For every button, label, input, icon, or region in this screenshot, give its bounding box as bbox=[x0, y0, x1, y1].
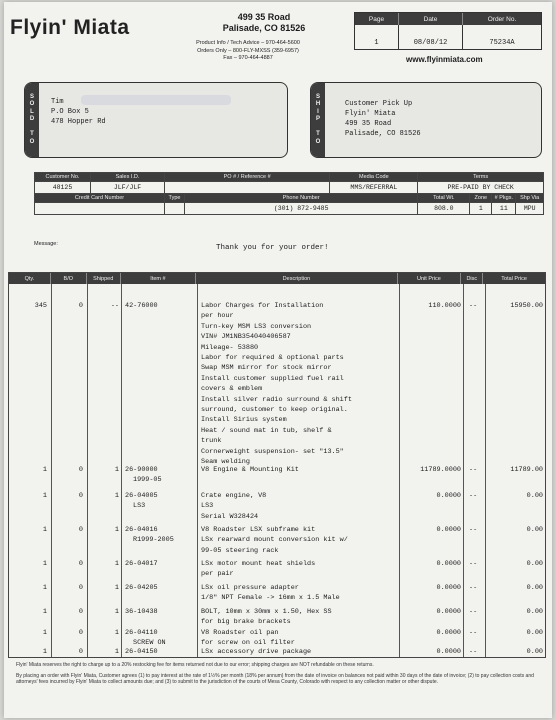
item-description: V8 Engine & Mounting Kit bbox=[201, 466, 299, 474]
item-number: 26-90000 bbox=[125, 466, 158, 474]
company-website: www.flyinmiata.com bbox=[406, 55, 483, 64]
media-code-header: Media Code bbox=[330, 173, 418, 182]
company-logo: Flyin' Miata bbox=[10, 16, 130, 39]
item-description: LSx oil pressure adapter 1/8" NPT Female -> 16mm x 1.5 Male bbox=[201, 584, 340, 603]
order-message: Thank you for your order! bbox=[216, 244, 329, 252]
company-contact: Product Info / Tech Advice – 970-464-5600 Orders Only – 800-FLY-MXSS (359-6957) Fax – 970-464-4887 bbox=[196, 40, 300, 61]
item-discount: -- bbox=[469, 302, 478, 310]
item-discount: -- bbox=[469, 492, 478, 500]
item-unit-price: 0.0000 bbox=[436, 648, 461, 656]
ship-to-label: S H I P T O bbox=[311, 83, 325, 157]
item-discount: -- bbox=[469, 584, 478, 592]
sold-to-address: Tim P.O Box 5 478 Hopper Rd bbox=[51, 98, 106, 126]
ship-via: MPU bbox=[516, 203, 544, 215]
column-divider bbox=[51, 284, 52, 657]
phone-number: (301) 872-9485 bbox=[185, 203, 418, 215]
line-items-header bbox=[9, 273, 545, 284]
item-header: Item # bbox=[121, 273, 197, 284]
packages: 11 bbox=[492, 203, 516, 215]
shipped-header: Shipped bbox=[87, 273, 121, 284]
order-number: 75234A bbox=[489, 39, 515, 47]
item-qty: 1 bbox=[42, 608, 47, 616]
terms-header: Terms bbox=[418, 173, 544, 182]
terms: PRE-PAID BY CHECK bbox=[418, 182, 544, 194]
item-number: 42-76000 bbox=[125, 302, 158, 310]
item-unit-price: 110.0000 bbox=[428, 302, 461, 310]
page-number: 1 bbox=[355, 25, 399, 49]
item-shipped: 1 bbox=[114, 608, 119, 616]
item-shipped: 1 bbox=[114, 584, 119, 592]
item-unit-price: 0.0000 bbox=[436, 629, 461, 637]
message-label: Message: bbox=[34, 241, 58, 247]
item-description: LSx accessory drive package bbox=[201, 648, 312, 656]
total-weight-header: Total Wt. bbox=[418, 194, 470, 203]
item-description: Labor Charges for Installation per hour Turn-key MSM LS3 conversion VIN# JM1NB354040406587 Mileage- 53880 Labor for required & optional parts Swap MSM mirror for stock mirror Install customer supplied fuel rail covers & emblem Install silver radio surround & shift surround, customer to keep original. Install Sirius system Heat / sound mat in tub, shelf & trunk Cornerweight suspension- set "13.5" Seam welding bbox=[201, 302, 352, 467]
item-number: 26-04205 bbox=[125, 584, 158, 592]
customer-no: 48125 bbox=[35, 182, 91, 194]
item-total-price: 15950.00 bbox=[510, 302, 543, 310]
item-option: SCREW ON bbox=[133, 639, 166, 648]
item-backorder: 0 bbox=[78, 302, 83, 310]
item-shipped: 1 bbox=[114, 648, 119, 656]
item-total-price: 0.00 bbox=[526, 629, 543, 637]
ship-to-address: Customer Pick Up Flyin' Miata 499 35 Road Palisade, CO 81526 bbox=[345, 100, 421, 138]
media-code: MMS/REFERRAL bbox=[330, 182, 418, 194]
item-shipped: 1 bbox=[114, 466, 119, 474]
item-shipped: 1 bbox=[114, 629, 119, 637]
bo-header: B/O bbox=[51, 273, 87, 284]
item-unit-price: 0.0000 bbox=[436, 526, 461, 534]
ship-to-box bbox=[310, 82, 542, 158]
item-number: 26-04150 bbox=[125, 648, 158, 656]
item-number: 26-04110 bbox=[125, 629, 158, 637]
item-discount: -- bbox=[469, 648, 478, 656]
item-backorder: 0 bbox=[78, 584, 83, 592]
item-description: V8 Roadster oil pan for screw on oil filter bbox=[201, 629, 295, 648]
date-label: Date bbox=[399, 13, 463, 25]
invoice-header-table bbox=[354, 12, 542, 50]
item-number: 36-10438 bbox=[125, 608, 158, 616]
item-total-price: 0.00 bbox=[526, 492, 543, 500]
item-unit-price: 11789.0000 bbox=[420, 466, 461, 474]
disc-header: Disc bbox=[461, 273, 483, 284]
item-number: 26-04005 bbox=[125, 492, 158, 500]
column-divider bbox=[121, 284, 122, 657]
item-total-price: 11789.00 bbox=[510, 466, 543, 474]
item-unit-price: 0.0000 bbox=[436, 608, 461, 616]
item-discount: -- bbox=[469, 466, 478, 474]
item-qty: 1 bbox=[42, 526, 47, 534]
column-divider bbox=[197, 284, 198, 657]
item-number: 26-04016 bbox=[125, 526, 158, 534]
sales-id-header: Sales I.D. bbox=[91, 173, 165, 182]
card-type bbox=[165, 203, 185, 215]
column-divider bbox=[485, 284, 486, 657]
item-backorder: 0 bbox=[78, 629, 83, 637]
item-shipped: 1 bbox=[114, 526, 119, 534]
item-unit-price: 0.0000 bbox=[436, 492, 461, 500]
item-shipped: -- bbox=[110, 302, 119, 310]
invoice-date: 08/08/12 bbox=[399, 25, 463, 49]
page-label: Page bbox=[355, 13, 399, 25]
item-option: 1999-05 bbox=[133, 476, 162, 485]
column-divider bbox=[87, 284, 88, 657]
redaction-mark bbox=[81, 95, 231, 105]
item-description: LSx motor mount heat shields per pair bbox=[201, 560, 316, 579]
type-header: Type bbox=[165, 194, 185, 203]
invoice-page bbox=[4, 2, 552, 718]
item-number: 26-04017 bbox=[125, 560, 158, 568]
item-total-price: 0.00 bbox=[526, 608, 543, 616]
zone-header: Zone bbox=[470, 194, 492, 203]
item-shipped: 1 bbox=[114, 492, 119, 500]
item-backorder: 0 bbox=[78, 560, 83, 568]
item-description: Crate engine, V8 LS3 Serial W328424 bbox=[201, 492, 267, 521]
item-backorder: 0 bbox=[78, 492, 83, 500]
item-description: V8 Roadster LSX subframe kit LSx rearward mount conversion kit w/ 99-05 steering rack bbox=[201, 526, 348, 555]
item-shipped: 1 bbox=[114, 560, 119, 568]
credit-card-header: Credit Card Number bbox=[35, 194, 165, 203]
sold-to-label: S O L D T O bbox=[25, 83, 39, 157]
column-divider bbox=[463, 284, 464, 657]
total-price-header: Total Price bbox=[501, 275, 527, 282]
total-weight: 808.0 bbox=[418, 203, 470, 215]
zone: 1 bbox=[470, 203, 492, 215]
item-backorder: 0 bbox=[78, 466, 83, 474]
item-total-price: 0.00 bbox=[526, 526, 543, 534]
customer-no-header: Customer No. bbox=[35, 173, 91, 182]
item-total-price: 0.00 bbox=[526, 584, 543, 592]
item-discount: -- bbox=[469, 560, 478, 568]
order-info-table bbox=[34, 172, 544, 215]
item-option: LS3 bbox=[133, 502, 146, 511]
item-qty: 345 bbox=[34, 302, 47, 310]
order-label: Order No. bbox=[487, 15, 517, 23]
po-number bbox=[165, 182, 330, 194]
item-backorder: 0 bbox=[78, 608, 83, 616]
terms-footer: Flyin' Miata reserves the right to charge up to a 20% restocking fee for items returned not due to our error; shipping charges are NOT refundable on these returns. By placing an order with Flyin' Miata, Customer agrees (1) to pay interest at the rate of 1½% per month (18% per annum) from the date of invoice on balances not paid within 30 days of the date of invoice; (2) to pay collection costs and attorneys' fees incurred by Flyin' Miata to collect amounts due; and (3) to submit to the jurisdiction of the courts of Mesa County, Colorado with respect to any collection matter or other dispute. bbox=[16, 662, 534, 686]
item-qty: 1 bbox=[42, 629, 47, 637]
company-address: 499 35 Road Palisade, CO 81526 bbox=[222, 12, 306, 33]
item-backorder: 0 bbox=[78, 526, 83, 534]
packages-header: # Pkgs. bbox=[492, 194, 516, 203]
item-discount: -- bbox=[469, 608, 478, 616]
item-total-price: 0.00 bbox=[526, 648, 543, 656]
unit-price-header: Unit Price bbox=[398, 273, 462, 284]
item-backorder: 0 bbox=[78, 648, 83, 656]
item-discount: -- bbox=[469, 629, 478, 637]
sold-to-box bbox=[24, 82, 288, 158]
item-unit-price: 0.0000 bbox=[436, 560, 461, 568]
item-description: BOLT, 10mm x 30mm x 1.50, Hex SS for big brake brackets bbox=[201, 608, 332, 627]
item-unit-price: 0.0000 bbox=[436, 584, 461, 592]
item-qty: 1 bbox=[42, 584, 47, 592]
item-discount: -- bbox=[469, 526, 478, 534]
credit-card-number bbox=[35, 203, 165, 215]
description-header: Description bbox=[196, 273, 397, 284]
sales-id: JLF/JLF bbox=[91, 182, 165, 194]
item-option: R1999-2005 bbox=[133, 536, 174, 545]
item-total-price: 0.00 bbox=[526, 560, 543, 568]
item-qty: 1 bbox=[42, 560, 47, 568]
item-qty: 1 bbox=[42, 466, 47, 474]
ship-via-header: Shp Via bbox=[516, 194, 544, 203]
phone-header: Phone Number bbox=[185, 194, 418, 203]
po-header: PO # / Reference # bbox=[165, 173, 330, 182]
line-items-table bbox=[8, 272, 546, 658]
item-qty: 1 bbox=[42, 492, 47, 500]
item-qty: 1 bbox=[42, 648, 47, 656]
column-divider bbox=[399, 284, 400, 657]
qty-header: Qty. bbox=[9, 273, 51, 284]
